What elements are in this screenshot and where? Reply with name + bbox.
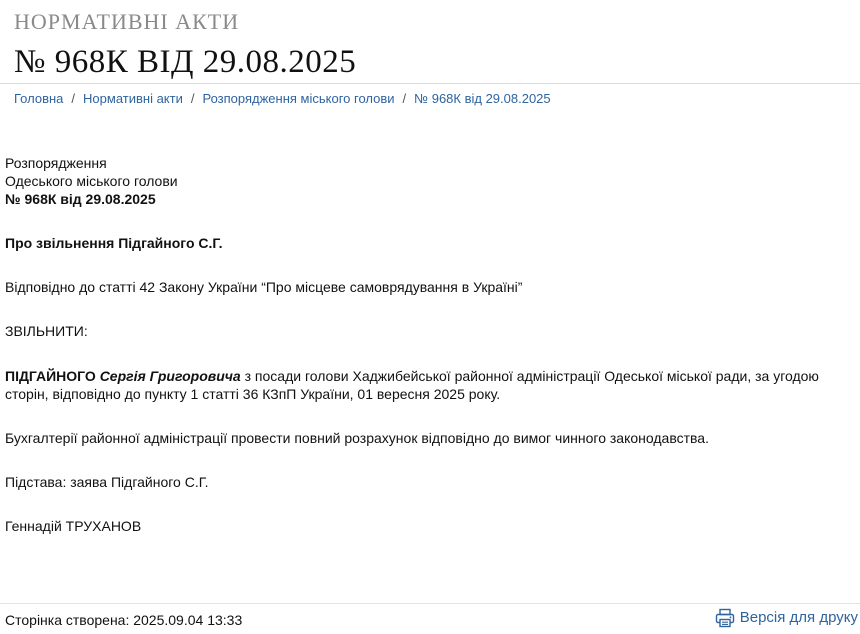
doc-type: Розпорядження xyxy=(5,155,107,171)
breadcrumb-home[interactable]: Головна xyxy=(14,91,64,106)
dismissal-text: з посади голови Хаджибейської районної адміністрації Одеської міської ради, за угодою сторін, відповідно до пункту 1 статті 36 КЗпП України, 01 вересня 2025 року. xyxy=(5,368,819,402)
doc-dismissal-paragraph xyxy=(5,367,835,403)
doc-grounds: Підстава: заява Підгайного С.Г. xyxy=(5,474,209,490)
section-title: НОРМАТИВНІ АКТИ xyxy=(14,9,240,34)
page-title: № 968К ВІД 29.08.2025 xyxy=(14,44,357,80)
doc-issuer: Одеського міського голови xyxy=(5,173,178,189)
doc-signature: Геннадій ТРУХАНОВ xyxy=(5,518,142,534)
footer-divider xyxy=(0,603,860,604)
breadcrumb-separator: / xyxy=(190,91,195,106)
breadcrumb-normative-acts[interactable]: Нормативні акти xyxy=(83,91,183,106)
doc-decision: ЗВІЛЬНИТИ: xyxy=(5,323,88,339)
doc-subject: Про звільнення Підгайного С.Г. xyxy=(5,235,223,251)
doc-accounting-order: Бухгалтерії районної адміністрації провести повний розрахунок відповідно до вимог чинного законодавства. xyxy=(5,430,709,446)
breadcrumb-current[interactable]: № 968К від 29.08.2025 xyxy=(414,91,551,106)
breadcrumb-separator: / xyxy=(71,91,76,106)
page-created-date: Сторінка створена: 2025.09.04 13:33 xyxy=(5,612,243,628)
person-name: Сергія Григоровича xyxy=(99,368,241,384)
doc-number: № 968К від 29.08.2025 xyxy=(5,191,156,207)
breadcrumb xyxy=(14,91,551,107)
breadcrumb-separator: / xyxy=(402,91,407,106)
doc-basis: Відповідно до статті 42 Закону України “Про місцеве самоврядування в Україні” xyxy=(5,279,523,295)
header-divider xyxy=(0,83,860,84)
document-body xyxy=(5,154,835,535)
breadcrumb-mayor-orders[interactable]: Розпорядження міського голови xyxy=(202,91,395,106)
page-header xyxy=(14,8,860,82)
printer-icon xyxy=(715,608,735,628)
print-version-link[interactable] xyxy=(715,608,858,628)
person-surname: ПІДГАЙНОГО xyxy=(5,368,96,384)
print-version-label: Версія для друку xyxy=(739,609,858,626)
